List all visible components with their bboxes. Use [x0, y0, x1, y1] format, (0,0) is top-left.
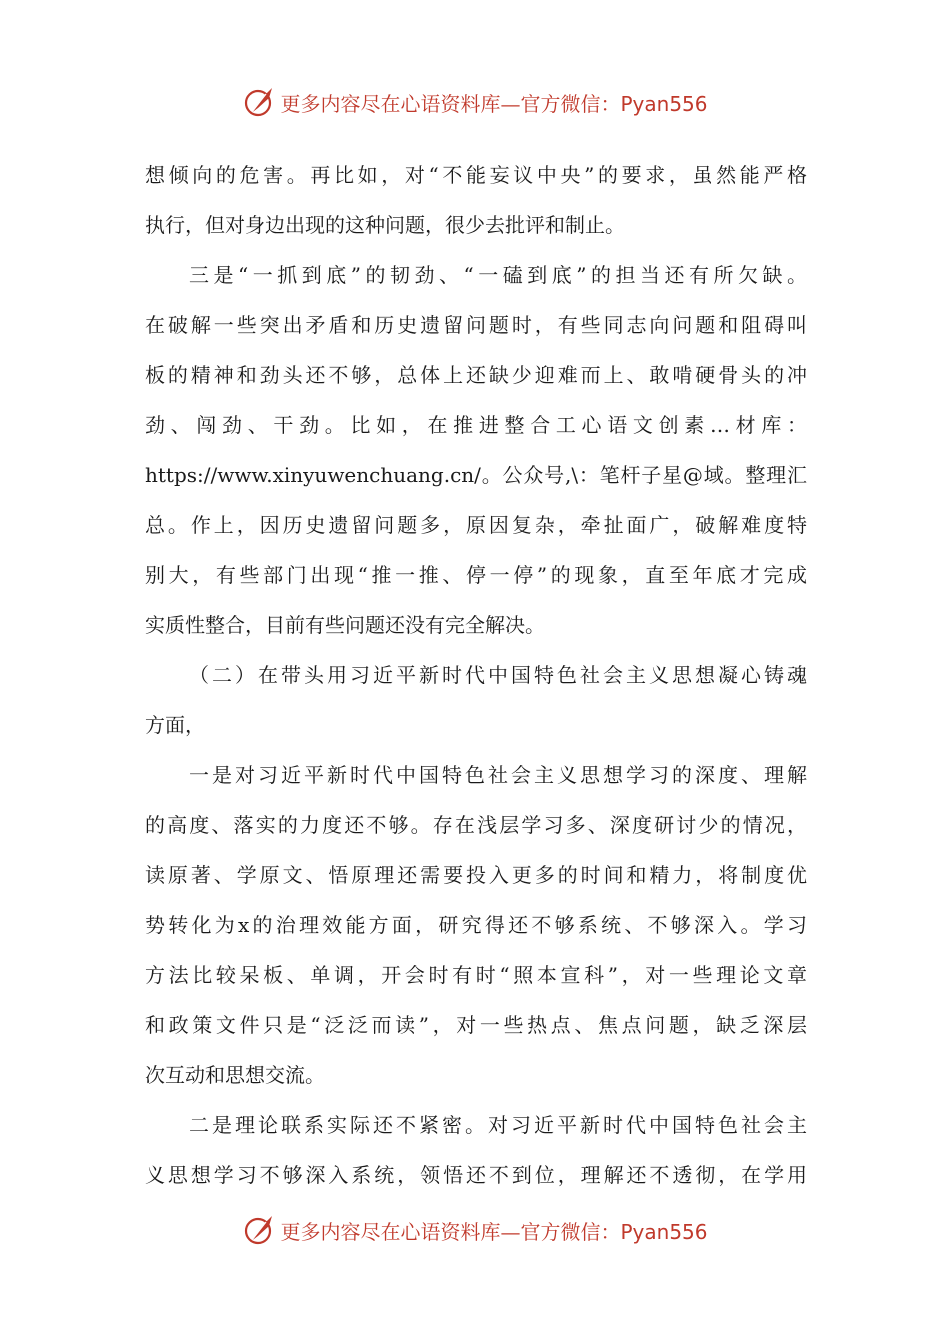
text-line: 的高度、落实的力度还不够。存在浅层学习多、深度研讨少的情况， [145, 813, 807, 837]
document-body [145, 150, 807, 1200]
text-line: 板的精神和劲头还不够，总体上还缺少迎难而上、敢啃硬骨头的冲 [145, 363, 807, 387]
text-line: 想倾向的危害。再比如，对“不能妄议中央”的要求，虽然能严格 [145, 163, 807, 187]
header-watermark [0, 82, 950, 122]
watermark-wechat-id: Pyan556 [620, 91, 708, 116]
text-line: 方法比较呆板、单调，开会时有时“照本宣科”，对一些理论文章 [145, 963, 807, 987]
text-line: 执行，但对身边出现的这种问题，很少去批评和制止。 [145, 213, 625, 237]
text-line-url: https://www.xinyuwenchuang.cn/。公众号,\：笔杆子星@域。整理汇 [145, 463, 807, 487]
quill-logo-icon [242, 1212, 278, 1248]
text-line: 三是“一抓到底”的韧劲、“一磕到底”的担当还有所欠缺。 [189, 263, 807, 287]
watermark-text: 更多内容尽在心语资料库—官方微信： [280, 91, 621, 116]
text-line: 实质性整合，目前有些问题还没有完全解决。 [145, 613, 545, 637]
footer-watermark [0, 1210, 950, 1250]
quill-logo-icon [242, 84, 278, 120]
text-line: 义思想学习不够深入系统，领悟还不到位，理解还不透彻，在学用 [145, 1163, 807, 1187]
watermark-text: 更多内容尽在心语资料库—官方微信： [280, 1219, 621, 1244]
text-line: 在破解一些突出矛盾和历史遗留问题时，有些同志向问题和阻碍叫 [145, 313, 807, 337]
watermark-wechat-id: Pyan556 [620, 1219, 708, 1244]
text-line: 读原著、学原文、悟原理还需要投入更多的时间和精力，将制度优 [145, 863, 807, 887]
text-line: 次互动和思想交流。 [145, 1063, 325, 1087]
text-line: 和政策文件只是“泛泛而读”，对一些热点、焦点问题，缺乏深层 [145, 1013, 807, 1037]
text-line: 总。作上，因历史遗留问题多，原因复杂，牵扯面广，破解难度特 [145, 513, 807, 537]
text-line: 二是理论联系实际还不紧密。对习近平新时代中国特色社会主 [189, 1113, 807, 1137]
text-line: 势转化为x的治理效能方面，研究得还不够系统、不够深入。学习 [145, 913, 807, 937]
text-line: 劲、闯劲、干劲。比如，在推进整合工心语文创素…材库： [145, 413, 807, 437]
section-heading-cont: 方面， [145, 713, 205, 737]
section-heading: （二）在带头用习近平新时代中国特色社会主义思想凝心铸魂 [189, 663, 807, 687]
text-line: 一是对习近平新时代中国特色社会主义思想学习的深度、理解 [189, 763, 807, 787]
text-line: 别大，有些部门出现“推一推、停一停”的现象，直至年底才完成 [145, 563, 807, 587]
